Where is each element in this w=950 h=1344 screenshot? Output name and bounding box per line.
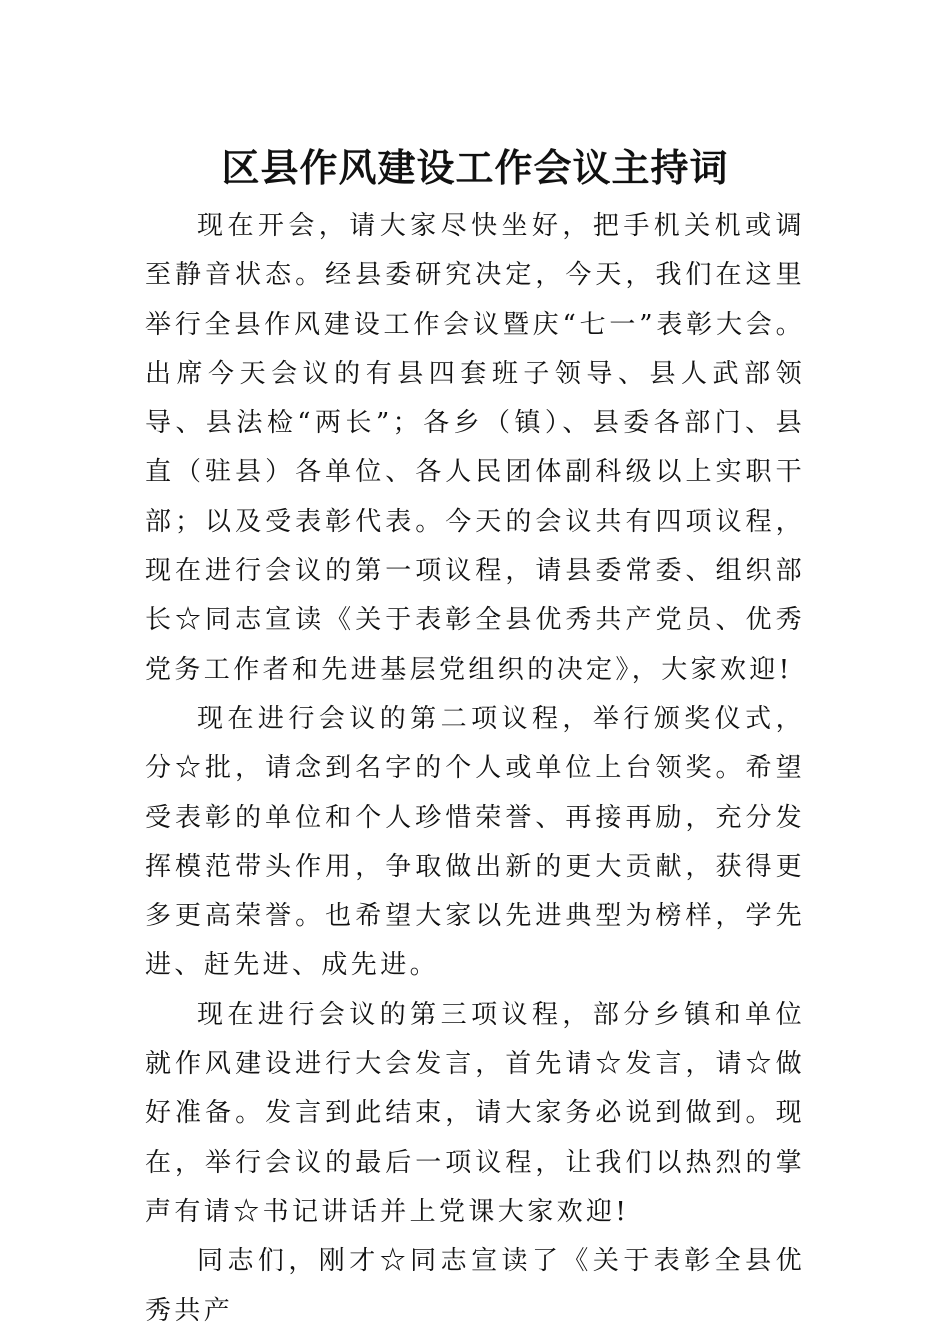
paragraph-4: 同志们，刚才☆同志宣读了《关于表彰全县优秀共产: [145, 1246, 805, 1326]
document-body: [145, 202, 805, 1336]
document-title: 区县作风建设工作会议主持词: [221, 145, 729, 190]
paragraph-3: 现在进行会议的第三项议程，部分乡镇和单位就作风建设进行大会发言，首先请☆发言，请☆做好准备。发言到此结束，请大家务必说到做到。现在，举行会议的最后一项议程，让我们以热烈的掌声有请☆书记讲话并上党课大家欢迎!: [145, 999, 805, 1227]
paragraph-2: 现在进行会议的第二项议程，举行颁奖仪式，分☆批，请念到名字的个人或单位上台领奖。希望受表彰的单位和个人珍惜荣誉、再接再励，充分发挥模范带头作用，争取做出新的更大贡献，获得更多更高荣誉。也希望大家以先进典型为榜样，学先进、赶先进、成先进。: [145, 703, 805, 981]
paragraph-1: 现在开会，请大家尽快坐好，把手机关机或调至静音状态。经县委研究决定，今天，我们在这里举行全县作风建设工作会议暨庆“七一”表彰大会。出席今天会议的有县四套班子领导、县人武部领导、县法检“两长”；各乡（镇）、县委各部门、县直（驻县）各单位、各人民团体副科级以上实职干部；以及受表彰代表。今天的会议共有四项议程，现在进行会议的第一项议程，请县委常委、组织部长☆同志宣读《关于表彰全县优秀共产党员、优秀党务工作者和先进基层党组织的决定》，大家欢迎!: [145, 211, 805, 685]
